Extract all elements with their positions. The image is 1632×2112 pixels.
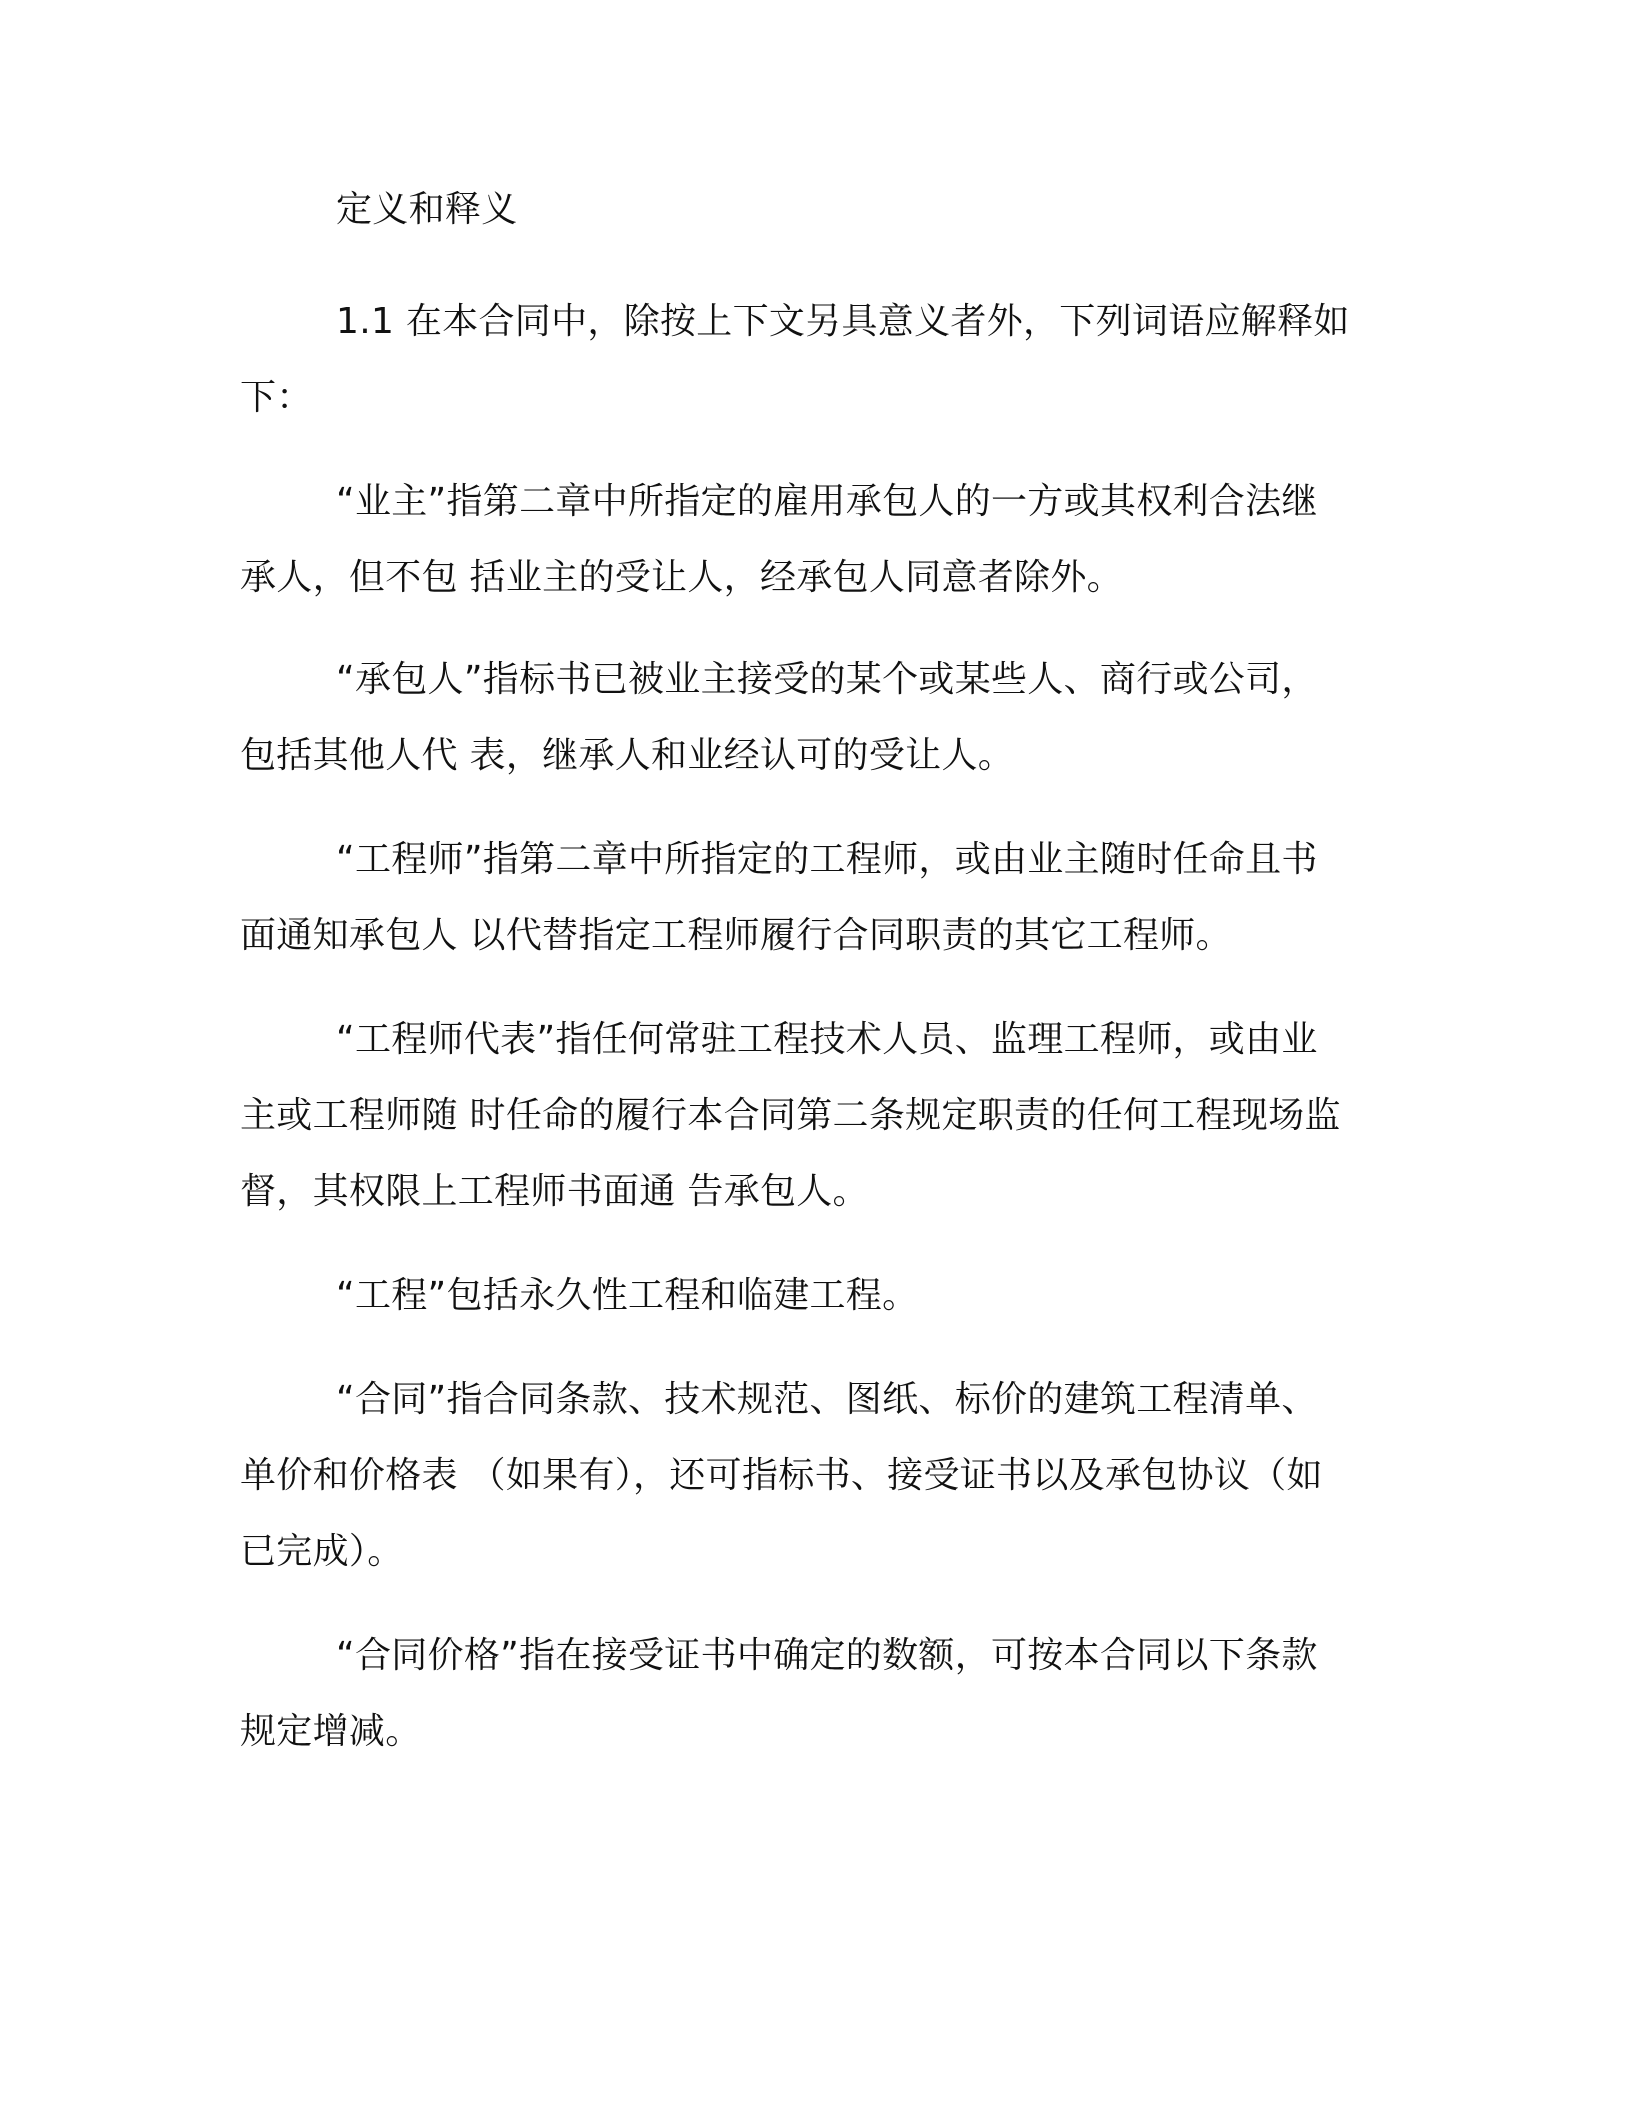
definition-line: “合同”指合同条款、技术规范、图纸、标价的建筑工程清单、 xyxy=(336,1379,1318,1420)
definition-line: 主或工程师随 时任命的履行本合同第二条规定职责的任何工程现场监 xyxy=(240,1095,1341,1136)
intro-line-2: 下： xyxy=(240,377,313,418)
definition-line: “业主”指第二章中所指定的雇用承包人的一方或其权利合法继 xyxy=(336,481,1318,522)
definition-line: 面通知承包人 以代替指定工程师履行合同职责的其它工程师。 xyxy=(240,915,1232,956)
definition-line: 承人，但不包 括业主的受让人，经承包人同意者除外。 xyxy=(240,557,1123,598)
definition-line: “工程师”指第二章中所指定的工程师，或由业主随时任命且书 xyxy=(336,839,1318,880)
definition-line: “工程”包括永久性工程和临建工程。 xyxy=(336,1275,919,1316)
definition-line: 包括其他人代 表，继承人和业经认可的受让人。 xyxy=(240,735,1015,776)
definition-line: 单价和价格表 （如果有），还可指标书、接受证书以及承包协议（如 xyxy=(240,1455,1323,1496)
section-heading: 定义和释义 xyxy=(336,189,518,230)
definition-line: 督，其权限上工程师书面通 告承包人。 xyxy=(240,1171,869,1212)
definition-line: “合同价格”指在接受证书中确定的数额，可按本合同以下条款 xyxy=(336,1635,1318,1676)
definition-line: “承包人”指标书已被业主接受的某个或某些人、商行或公司， xyxy=(336,659,1318,700)
definition-line: “工程师代表”指任何常驻工程技术人员、监理工程师，或由业 xyxy=(336,1019,1318,1060)
intro-line-1: 1.1 在本合同中，除按上下文另具意义者外，下列词语应解释如 xyxy=(336,301,1350,342)
definition-line: 已完成）。 xyxy=(240,1531,404,1572)
definition-line: 规定增减。 xyxy=(240,1711,422,1752)
